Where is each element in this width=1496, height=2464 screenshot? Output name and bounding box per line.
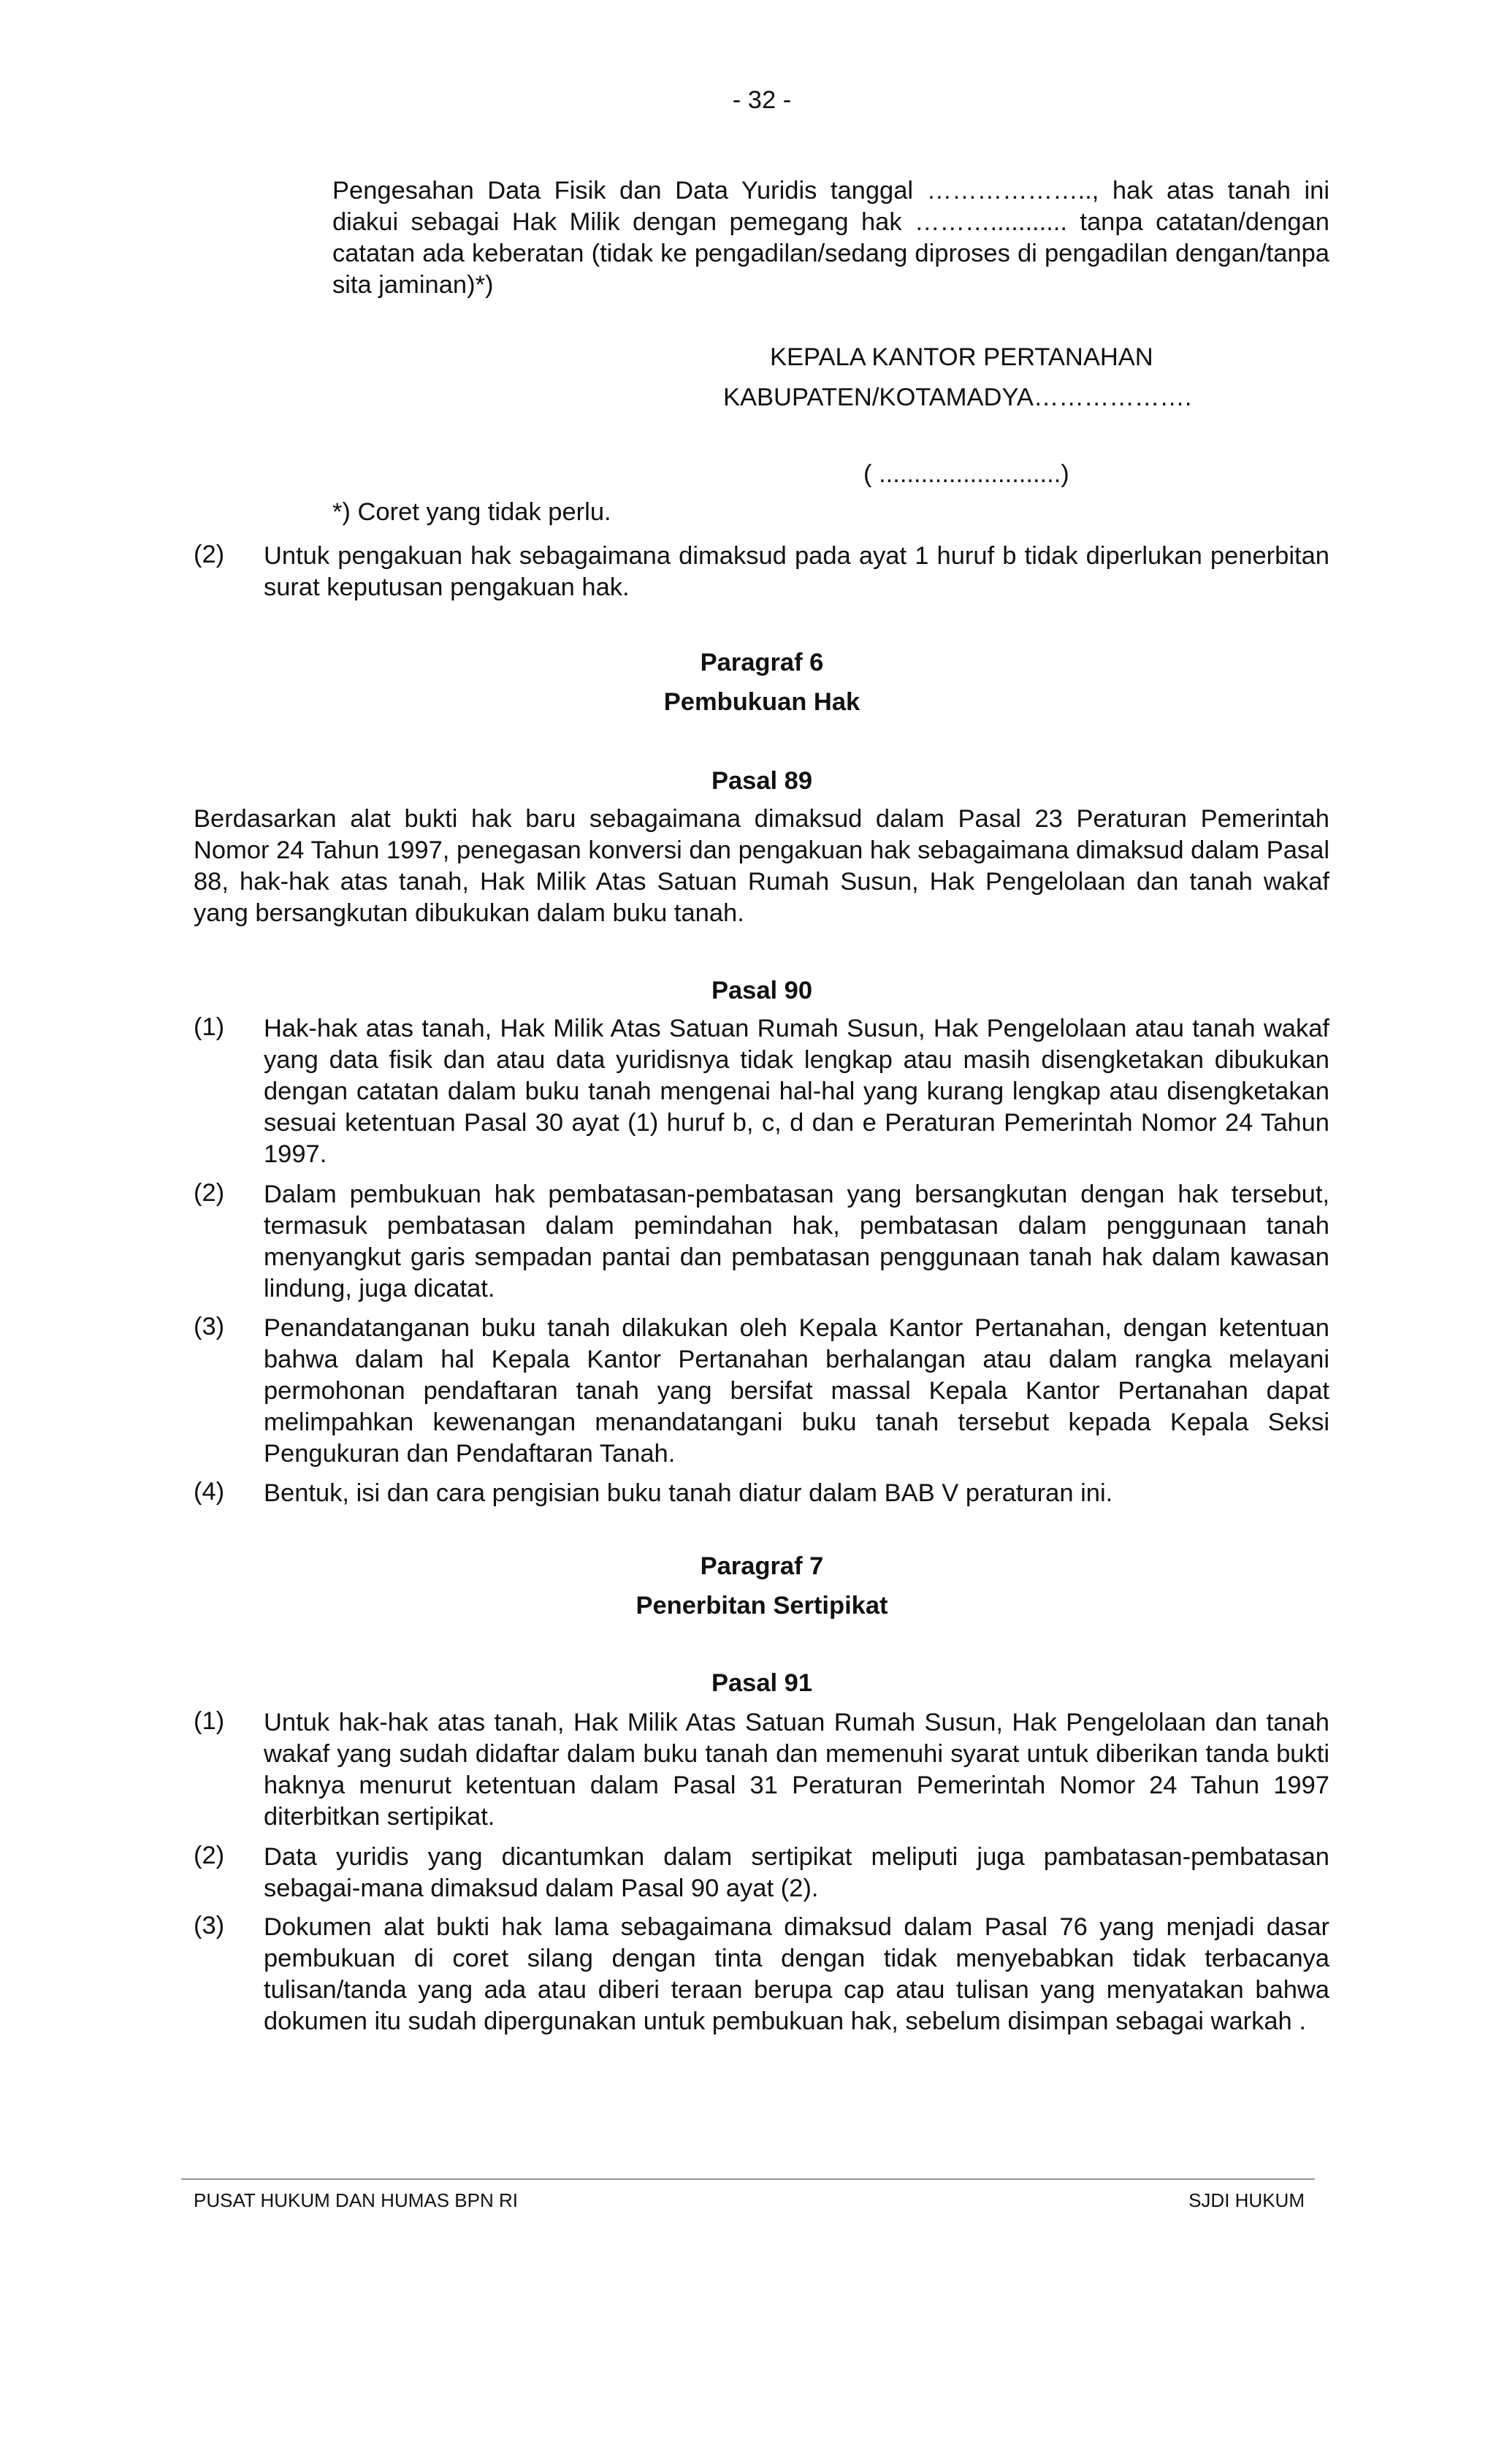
list-item [194, 541, 1329, 603]
signature-title-2: KABUPATEN/KOTAMADYA………………. [723, 384, 1192, 411]
item-text: Dokumen alat bukti hak lama sebagaimana dimaksud dalam Pasal 76 yang menjadi dasar pembukuan di coret silang dengan tinta dengan tidak menyebabkan tidak terbacanya tulisan/tanda yang ada atau diberi teraan berupa cap atau tulisan yang menyatakan bahwa dokumen itu sudah dipergunakan untuk pembukuan hak, sebelum disimpan sebagai warkah . [264, 1913, 1329, 2035]
page-number: - 32 - [732, 86, 792, 114]
list-item [194, 1013, 1329, 1170]
footer-right-text: SJDI HUKUM [1188, 2189, 1305, 2211]
item-text: Data yuridis yang dicantumkan dalam sertipikat meliputi juga pambatasan-pembatasan sebagai-mana dimaksud dalam Pasal 90 ayat (2). [264, 1843, 1329, 1902]
item-text: Penandatanganan buku tanah dilakukan oleh Kepala Kantor Pertanahan, dengan ketentuan bahwa dalam hal Kepala Kantor Pertanahan berhalangan atau dalam rangka melayani permohonan pendaftaran tanah yang bersifat massal Kepala Kantor Pertanahan dapat melimpahkan kewenangan menandatangani buku tanah tersebut kepada Kepala Seksi Pengukuran dan Pendaftaran Tanah. [264, 1314, 1329, 1468]
list-item [194, 1478, 1329, 1509]
paragraf-6-subheading: Pembukuan Hak [663, 688, 860, 716]
footnote-note: *) Coret yang tidak perlu. [332, 498, 611, 526]
item-number: (1) [194, 1013, 225, 1041]
list-item [194, 1707, 1329, 1833]
list-item [194, 1912, 1329, 2037]
pasal-89-heading: Pasal 89 [711, 767, 813, 795]
item-text: Untuk hak-hak atas tanah, Hak Milik Atas Satuan Rumah Susun, Hak Pengelolaan dan tanah wakaf yang sudah didaftar dalam buku tanah dan memenuhi syarat untuk diberikan tanda bukti haknya menurut ketentuan dalam Pasal 31 Peraturan Pemerintah Nomor 24 Tahun 1997 diterbitkan sertipikat. [264, 1709, 1329, 1831]
footer-left-text: PUSAT HUKUM DAN HUMAS BPN RI [194, 2189, 518, 2211]
item-text: Hak-hak atas tanah, Hak Milik Atas Satuan Rumah Susun, Hak Pengelolaan atau tanah wakaf yang data fisik dan atau data yuridisnya tidak lengkap atau masih disengketakan dibukukan dengan catatan dalam buku tanah mengenai hal-hal yang kurang lengkap atau disengketakan sesuai ketentuan Pasal 30 ayat (1) huruf b, c, d dan e Peraturan Pemerintah Nomor 24 Tahun 1997. [264, 1015, 1329, 1168]
pasal-90-heading: Pasal 90 [711, 977, 813, 1004]
item-number: (3) [194, 1912, 225, 1939]
list-item [194, 1179, 1329, 1305]
item-number: (2) [194, 1842, 225, 1869]
item-text: Untuk pengakuan hak sebagaimana dimaksud pada ayat 1 huruf b tidak diperlukan penerbitan surat keputusan pengakuan hak. [264, 542, 1329, 601]
signature-title-1: KEPALA KANTOR PERTANAHAN [770, 343, 1153, 371]
item-text: Dalam pembukuan hak pembatasan-pembatasan yang bersangkutan dengan hak tersebut, termasuk pembatasan dalam pemindahan hak, pembatasan dalam penggunaan tanah menyangkut garis sempadan pantai dan pembatasan penggunaan tanah hak dalam kawasan lindung, juga dicatat. [264, 1180, 1329, 1302]
pasal-91-heading: Pasal 91 [711, 1669, 813, 1697]
paragraf-6-heading: Paragraf 6 [700, 649, 824, 676]
item-number: (4) [194, 1478, 225, 1506]
list-item [194, 1313, 1329, 1470]
list-item [194, 1842, 1329, 1904]
signature-name: ( ..........................) [863, 460, 1069, 488]
footer-divider [181, 2178, 1315, 2180]
intro-paragraph: Pengesahan Data Fisik dan Data Yuridis tanggal ……………….., hak atas tanah ini diakui sebagai Hak Milik dengan pemegang hak ………........... tanpa catatan/dengan catatan ada keberatan (tidak ke pengadilan/sedang diproses di pengadilan dengan/tanpa sita jaminan)*) [332, 177, 1329, 299]
item-text: Bentuk, isi dan cara pengisian buku tanah diatur dalam BAB V peraturan ini. [264, 1479, 1113, 1507]
pasal-89-text: Berdasarkan alat bukti hak baru sebagaimana dimaksud dalam Pasal 23 Peraturan Pemerintah Nomor 24 Tahun 1997, penegasan konversi dan pengakuan hak sebagaimana dimaksud dalam Pasal 88, hak-hak atas tanah, Hak Milik Atas Satuan Rumah Susun, Hak Pengelolaan dan tanah wakaf yang bersangkutan dibukukan dalam buku tanah. [194, 805, 1329, 927]
item-number: (1) [194, 1707, 225, 1735]
item-number: (3) [194, 1313, 225, 1340]
paragraf-7-subheading: Penerbitan Sertipikat [636, 1592, 888, 1620]
paragraf-7-heading: Paragraf 7 [700, 1552, 824, 1580]
item-number: (2) [194, 541, 225, 568]
item-number: (2) [194, 1179, 225, 1207]
